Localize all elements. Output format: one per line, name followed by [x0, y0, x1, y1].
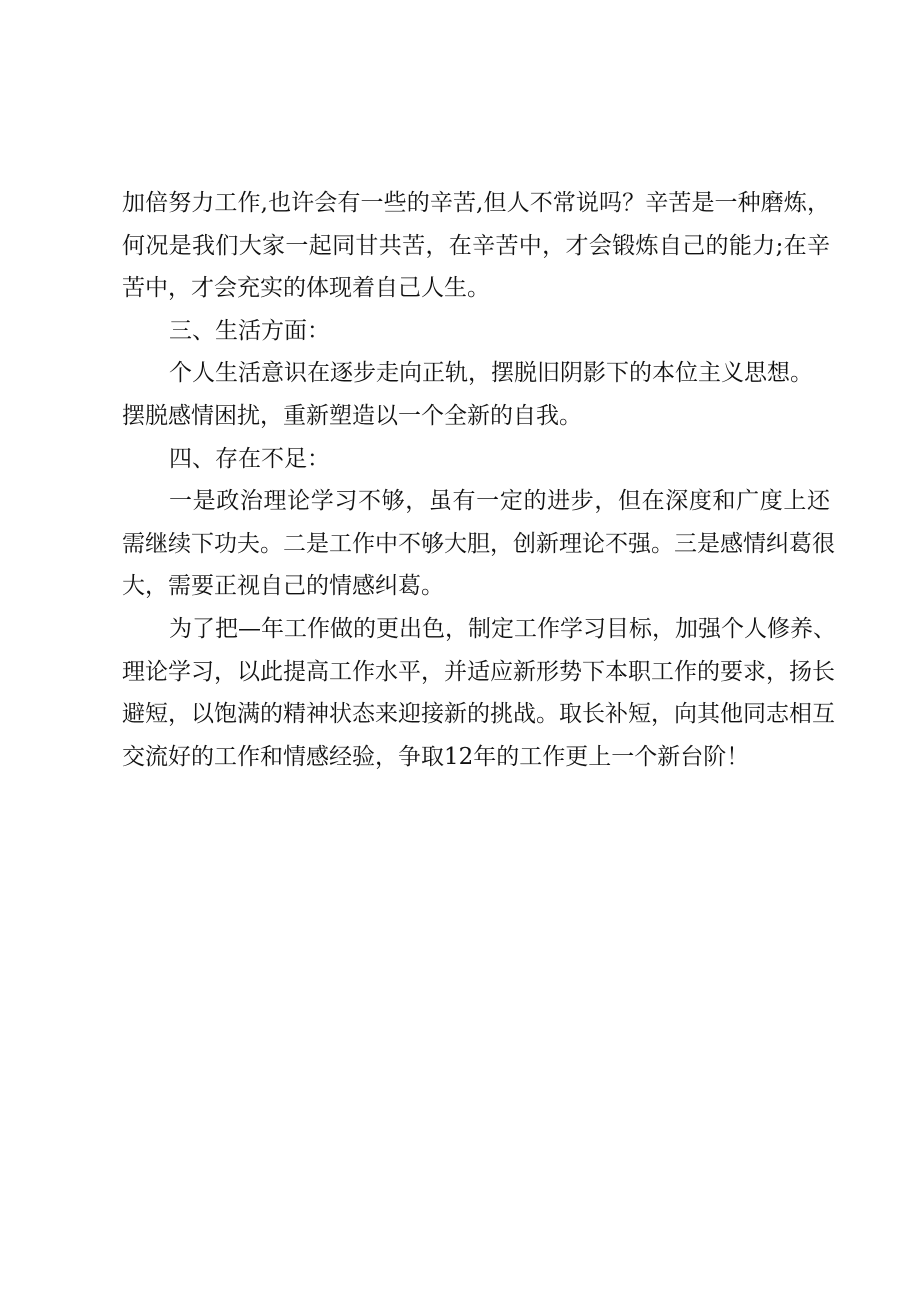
- document-body: [122, 182, 836, 778]
- text-line: 为了把—年工作做的更出色，制定工作学习目标，加强个人修养、: [169, 615, 836, 642]
- text-line: 何况是我们大家一起同甘共苦，在辛苦中，才会锻炼自己的能力;在辛: [122, 232, 830, 259]
- section-heading: 四、存在不足：: [169, 445, 330, 472]
- section-heading: 三、生活方面：: [169, 317, 330, 344]
- text-line: 需继续下功夫。二是工作中不够大胆，创新理论不强。三是感情纠葛很: [122, 530, 835, 557]
- text-line: 加倍努力工作,也许会有一些的辛苦,但人不常说吗？辛苦是一种磨炼，: [122, 190, 830, 216]
- text-line: 大，需要正视自己的情感纠葛。: [122, 573, 444, 600]
- text-line: 一是政治理论学习不够，虽有一定的进步，但在深度和广度上还: [169, 488, 830, 515]
- text-line: 个人生活意识在逐步走向正轨，摆脱旧阴影下的本位主义思想。: [169, 360, 813, 387]
- text-line: 理论学习，以此提高工作水平，并适应新形势下本职工作的要求，扬长: [122, 658, 835, 685]
- text-line: 避短，以饱满的精神状态来迎接新的挑战。取长补短，向其他同志相互: [122, 701, 835, 728]
- text-line: 苦中，才会充实的体现着自己人生。: [122, 275, 490, 302]
- text-line: 交流好的工作和情感经验，争取12年的工作更上一个新台阶！: [122, 743, 750, 770]
- text-line: 摆脱感情困扰，重新塑造以一个全新的自我。: [122, 402, 582, 429]
